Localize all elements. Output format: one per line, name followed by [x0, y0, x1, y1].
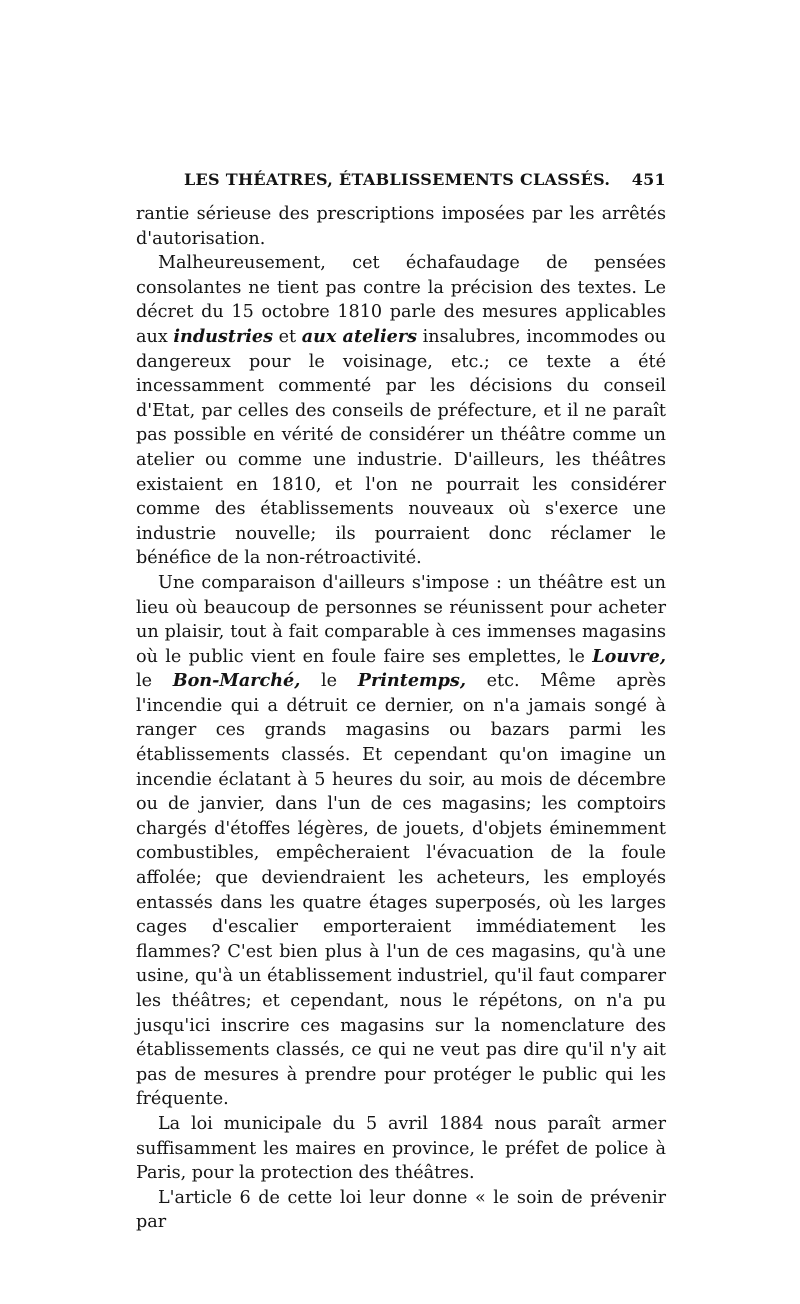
italic-term-ateliers: aux ateliers [301, 325, 418, 347]
italic-term-industries: industries [173, 325, 274, 347]
paragraph-municipal-law [136, 1112, 666, 1186]
text-run: etc. Même après l'incendie qui a détruit ce dernier, on n'a jamais songé à ranger ces grands magasins ou bazars parmi les établissements classés. Et cependant qu'on imagine un incendie éclatant à 5 heures du soir, au mois de décembre ou de janvier, dans l'un de ces magasins; les comptoirs chargés d'étoffes légères, de jouets, d'objets éminemment combustibles, empêcheraient l'évacuation de la foule affolée; que deviendraient les acheteurs, les employés entassés dans les quatre étages superposés, où les larges cages d'escalier emporteraient immédiatement les flammes? C'est bien plus à l'un de ces magasins, qu'à une usine, qu'à un établissement industriel, qu'il faut comparer les théâtres; et cependant, nous le répétons, on n'a pu jusqu'ici inscrire ces magasins sur la nomenclature des établissements classés, ce qui ne veut pas dire qu'il n'y ait pas de mesures à prendre pour protéger le public qui les fréquente. [136, 671, 666, 1110]
paragraph-comparison [136, 571, 666, 1112]
paragraph-text: L'article 6 de cette loi leur donne « le soin de prévenir par [136, 1187, 666, 1233]
running-title: LES THÉATRES, ÉTABLISSEMENTS CLASSÉS. [184, 170, 611, 189]
italic-store-printemps: Printemps, [357, 670, 466, 692]
paragraph-decree [136, 251, 666, 571]
paragraph-article-6 [136, 1186, 666, 1235]
text-run: Une comparaison d'ailleurs s'impose : un théâtre est un lieu où beaucoup de personnes se réunissent pour acheter un plaisir, tout à fait comparable à ces immenses magasins où le public vient en foule faire ses emplettes, le [136, 572, 666, 667]
book-page [136, 168, 666, 1235]
paragraph-continued [136, 202, 666, 251]
running-header [136, 168, 666, 202]
italic-store-louvre: Louvre, [592, 645, 666, 667]
italic-store-bon-marche: Bon-Marché, [172, 670, 301, 692]
text-run: insalubres, incommodes ou dangereux pour le voisinage, etc.; ce texte a été incessamment commenté par les décisions du conseil d'Etat, par celles des conseils de préfecture, et il ne paraît pas possible en vérité de considérer un théâtre comme un atelier ou comme une industrie. D'ailleurs, les théâtres existaient en 1810, et l'on ne pourrait les considérer comme des établissements nouveaux où s'exerce une industrie nouvelle; ils pourraient donc réclamer le bénéfice de la non-rétroactivité. [136, 326, 666, 569]
page-number: 451 [631, 170, 666, 189]
text-run: le [136, 671, 173, 692]
text-run: Malheureusement, cet échafaudage de pensées consolantes ne tient pas contre la précision des textes. Le décret du 15 octobre 1810 parle des mesures applicables aux [136, 253, 666, 347]
paragraph-text: rantie sérieuse des prescriptions imposées par les arrêtés d'autorisation. [136, 204, 666, 249]
text-run: et [273, 326, 302, 347]
paragraph-text: La loi municipale du 5 avril 1884 nous paraît armer suffisamment les maires en province, le préfet de police à Paris, pour la protection des théâtres. [136, 1113, 666, 1184]
text-run: le [300, 671, 358, 692]
